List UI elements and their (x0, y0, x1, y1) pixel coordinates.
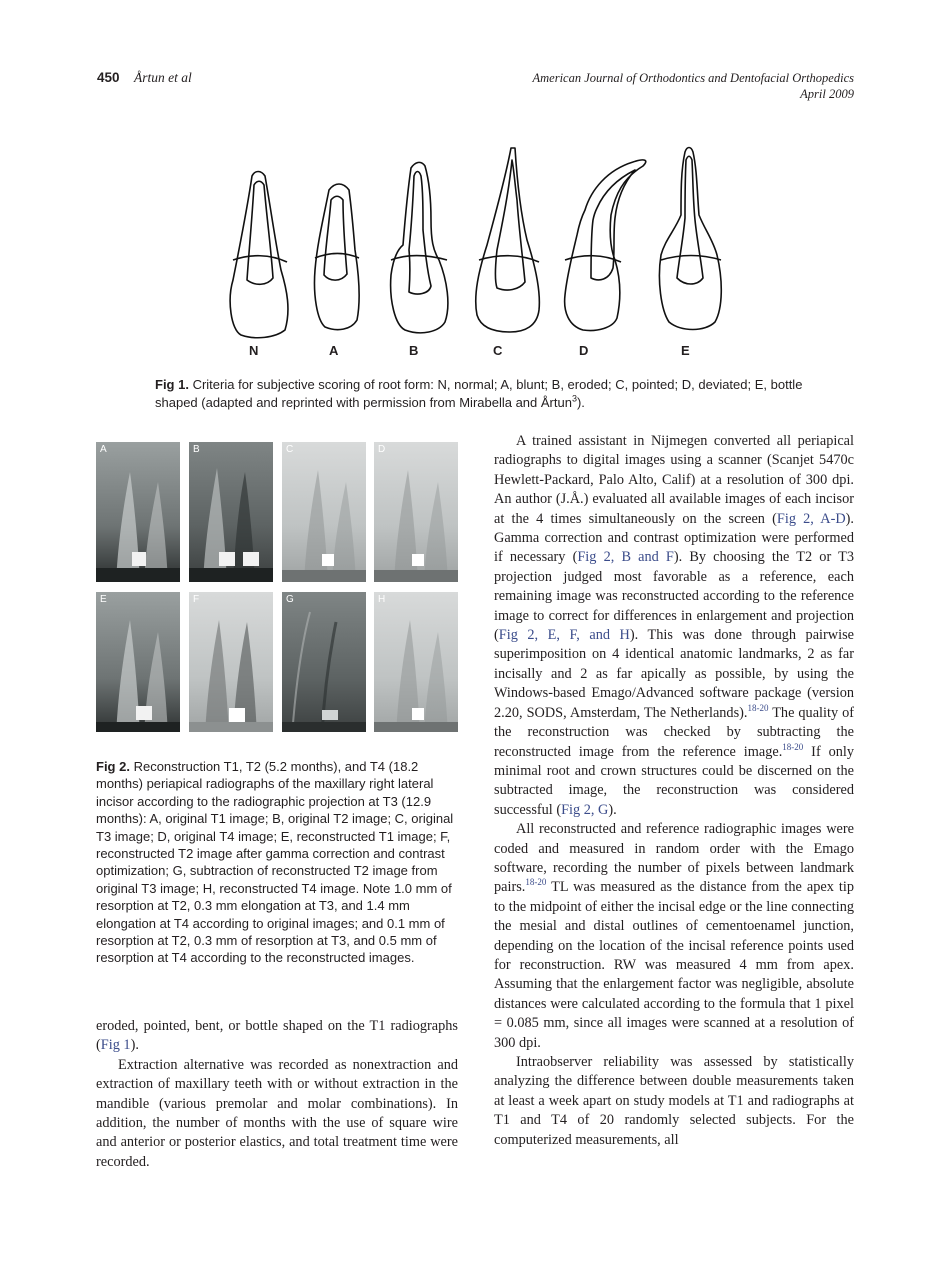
text-run: eroded, pointed, bent, or bottle shaped on the T1 radiographs ( (96, 1018, 458, 1054)
text-run: TL was measured as the distance from the apex tip to the midpoint of either the incisal edge or the line connecting the mesial and distal outlines of cementoenamel junction, depending on the location of the incisal reference points used for reconstruction. RW was measured 4 mm from apex. Assuming that the enlargement factor was negligible, absolute distances were calculated according to the formula that 1 pixel = 0.085 mm, since all images were scanned at a resolution of 300 dpi. (494, 879, 854, 1051)
text-run: ). This was done through pairwise superimposition on 4 identical anatomic landmarks, 2 as far incisally and 2 as far apically as possible, by using the Windows-based Emago/Advanced software package (version 2.20, SODS, Amsterdam, The Netherlands). (494, 627, 854, 721)
radiograph-panel-a (96, 442, 180, 582)
running-header (97, 70, 854, 110)
label-e: E (681, 343, 690, 358)
right-column-text (494, 432, 854, 1150)
text-run: If only minimal root and crown structures could be discerned on the subtracted image, the reconstruction was considered successful ( (494, 743, 855, 818)
figure-link[interactable]: Fig 2, B and F (577, 549, 674, 566)
figure-2-caption-label: Fig 2. (96, 759, 130, 774)
text-run: ). (608, 801, 617, 818)
text-run: A trained assistant in Nijmegen converted all periapical radiographs to digital images using a scanner (Scanjet 5470c Hewlett-Packard, Palo Alto, Calif) at a resolution of 300 dpi. An author (J.Å.) evaluated all available images of each incisor at the 4 times simultaneously on the screen ( (494, 433, 854, 527)
tooth-eroded (391, 162, 448, 332)
radiograph-panel-f (189, 592, 273, 732)
left-column-text (96, 1017, 458, 1172)
label-d: D (579, 343, 589, 358)
paragraph (96, 1017, 458, 1056)
paragraph: Extraction alternative was recorded as nonextraction and extraction of maxillary teeth with or without extraction in the mandible (various premolar and molar combinations). In addition, the number of months with the use of square wire and anterior or posterior elastics, and total treatment time were recorded. (96, 1056, 458, 1170)
text-run: ). (130, 1037, 139, 1054)
panel-letter-h: H (378, 594, 386, 605)
journal-title: American Journal of Orthodontics and Dentofacial Orthopedics (532, 71, 854, 85)
text-run: The quality of the reconstruction was checked by subtracting the reconstructed image from the reference image. (494, 704, 854, 760)
tooth-pointed (476, 148, 540, 332)
figure-1-labels (225, 343, 735, 361)
text-run: All reconstructed and reference radiographic images were coded and measured in random order with the Emago software, recording the number of pixels between landmark pairs. (494, 821, 854, 896)
reference-link[interactable]: 18-20 (747, 702, 769, 713)
paragraph: Intraobserver reliability was assessed by statistically analyzing the difference between double measurements taken at least a week apart on study models at T1 and radiographs at T1 and T4 of 20 randomly selected subjects. For the computerized measurements, all (494, 1054, 854, 1148)
radiograph-panel-h (374, 592, 458, 732)
panel-letter-a: A (100, 444, 107, 455)
panel-letter-d: D (378, 444, 386, 455)
figure-1 (225, 140, 735, 360)
radiograph-panel-c (282, 442, 366, 582)
tooth-bottle-shaped (659, 148, 721, 330)
tooth-blunt (314, 184, 359, 330)
figure-link[interactable]: Fig 2, E, F, and H (498, 627, 630, 644)
page-number: 450 (97, 70, 120, 85)
paragraph (494, 820, 854, 1053)
figure-1-caption-ref: 3 (571, 393, 577, 404)
text-run: ). By choosing the T2 or T3 projection judged most favorable as a reference, each remaining image was reconstructed according to the reference image to correct for differences in enlargement and projection ( (494, 549, 854, 644)
root-form-drawings (225, 140, 735, 360)
radiograph-panel-e (96, 592, 180, 732)
label-c: C (493, 343, 503, 358)
label-b: B (409, 343, 419, 358)
figure-1-caption-end: ). (576, 395, 585, 410)
figure-1-caption (155, 376, 805, 412)
reference-link[interactable]: 18-20 (782, 741, 804, 752)
radiograph-panel-b (189, 442, 273, 582)
figure-1-caption-label: Fig 1. (155, 377, 189, 392)
journal-date: April 2009 (800, 87, 854, 101)
tooth-normal (230, 172, 288, 338)
text-run: ). Gamma correction and contrast optimization were performed if necessary ( (494, 510, 854, 566)
panel-letter-g: G (286, 594, 294, 605)
radiograph-panel-g (282, 592, 366, 732)
reference-link[interactable]: 18-20 (525, 877, 547, 888)
panel-letter-c: C (286, 444, 294, 455)
figure-link[interactable]: Fig 2, A-D (776, 510, 846, 527)
figure-1-caption-text: Criteria for subjective scoring of root form: N, normal; A, blunt; B, eroded; C, pointed; D, deviated; E, bottle shaped (adapted and reprinted with permission from Mirabella and Årtun (155, 377, 803, 410)
label-a: A (329, 343, 339, 358)
panel-letter-f: F (193, 594, 200, 605)
figure-link[interactable]: Fig 2, G (561, 801, 609, 818)
panel-letter-e: E (100, 594, 107, 605)
radiograph-panel-d (374, 442, 458, 582)
running-authors: Årtun et al (134, 70, 192, 85)
figure-link[interactable]: Fig 1 (100, 1037, 131, 1054)
panel-letter-b: B (193, 444, 200, 455)
tooth-deviated (565, 160, 646, 331)
figure-2 (96, 442, 458, 736)
paragraph (494, 432, 854, 820)
journal-name (533, 70, 855, 102)
label-n: N (249, 343, 259, 358)
figure-2-caption-text: Reconstruction T1, T2 (5.2 months), and T4 (18.2 months) periapical radiographs of the maxillary right lateral incisor according to the radiographic projection at T3 (12.9 months): A, original T1 image; B, original T2 image; C, original T3 image; D, original T4 image; E, reconstructed T1 image; F, reconstructed T2 image after gamma correction and contrast optimization; G, subtraction of reconstructed T2 image from original T3 image; H, reconstructed T4 image. Note 1.0 mm of resorption at T2, 0.3 mm elongation at T3, and 1.4 mm elongation at T4 according to original images; and 0.1 mm of resorption at T2, 0.3 mm of resorption at T3, and 0.5 mm of resorption at T4 according to the reconstructed images. (96, 759, 454, 966)
figure-2-caption (96, 758, 458, 967)
